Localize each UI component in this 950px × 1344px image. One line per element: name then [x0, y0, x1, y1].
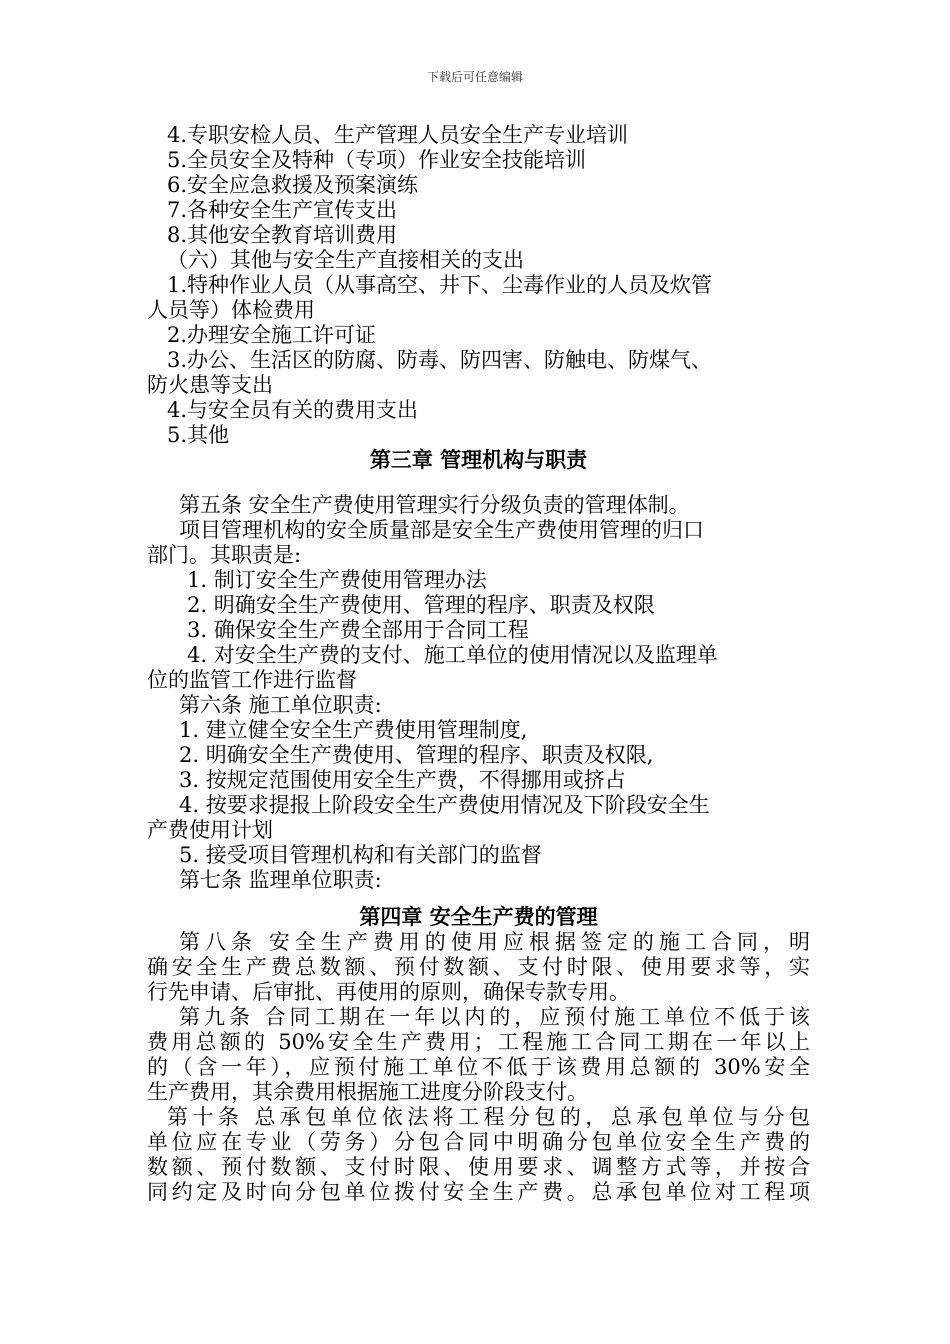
- list-item: 3.办公、生活区的防腐、防毒、防四害、防触电、防煤气、: [167, 348, 713, 372]
- article-10-line: 同约定及时向分包单位拨付安全生产费。总承包单位对工程项: [147, 1180, 810, 1204]
- chapter-3-title: 第三章 管理机构与职责: [369, 448, 588, 472]
- duty-item: 2. 明确安全生产费使用、管理的程序、职责及权限: [187, 593, 655, 617]
- list-item: 1.特种作业人员（从事高空、井下、尘毒作业的人员及炊管: [167, 273, 713, 297]
- article-8-line: 第八条 安全生产费用的使用应根据签定的施工合同，明: [179, 930, 810, 954]
- chapter-4-title: 第四章 安全生产费的管理: [359, 905, 598, 929]
- article-10-line: 第十条 总承包单位依法将工程分包的，总承包单位与分包: [167, 1105, 810, 1129]
- list-item: 7.各种安全生产宣传支出: [167, 198, 398, 222]
- list-item: 5.全员安全及特种（专项）作业安全技能培训: [167, 148, 587, 172]
- article-9-line: 第九条 合同工期在一年以内的，应预付施工单位不低于该: [179, 1005, 810, 1029]
- document-body: [147, 123, 810, 1205]
- article-6: 第六条 施工单位职责:: [179, 693, 382, 717]
- contractor-item: 5. 接受项目管理机构和有关部门的监督: [179, 843, 542, 867]
- article-10-line: 单位应在专业（劳务）分包合同中明确分包单位安全生产费的: [147, 1130, 810, 1154]
- contractor-item: 3. 按规定范围使用安全生产费，不得挪用或挤占: [179, 768, 626, 792]
- article-9-line: 的（含一年），应预付施工单位不低于该费用总额的 30%安全: [147, 1055, 810, 1079]
- duty-item: 1. 制订安全生产费使用管理办法: [187, 568, 487, 592]
- header-note: 下载后可任意编辑: [426, 70, 523, 84]
- article-9-line: 费用总额的 50%安全生产费用；工程施工合同工期在一年以上: [147, 1030, 810, 1054]
- duty-item-continuation: 位的监管工作进行监督: [147, 668, 357, 692]
- article-8-line: 确安全生产费总数额、预付数额、支付时限、使用要求等，实: [147, 955, 810, 979]
- list-item: 2.办理安全施工许可证: [167, 323, 377, 347]
- list-item: 6.安全应急救援及预案演练: [167, 173, 419, 197]
- contractor-item: 4. 按要求提报上阶段安全生产费使用情况及下阶段安全生: [179, 793, 710, 817]
- article-7: 第七条 监理单位职责:: [179, 868, 382, 892]
- article-10-line: 数额、预付数额、支付时限、使用要求、调整方式等，并按合: [147, 1155, 810, 1179]
- list-item: 4.与安全员有关的费用支出: [167, 398, 419, 422]
- subsection-title: （六）其他与安全生产直接相关的支出: [167, 248, 524, 272]
- contractor-item-continuation: 产费使用计划: [147, 818, 273, 842]
- list-item: 8.其他安全教育培训费用: [167, 223, 398, 247]
- list-item-continuation: 防火患等支出: [147, 373, 273, 397]
- article-8-line: 行先申请、后审批、再使用的原则，确保专款专用。: [147, 980, 630, 1004]
- article-9-line: 生产费用，其余费用根据施工进度分阶段支付。: [147, 1080, 588, 1104]
- paragraph-line: 部门。其职责是:: [147, 543, 302, 567]
- contractor-item: 1. 建立健全安全生产费使用管理制度,: [179, 718, 528, 742]
- paragraph-line: 项目管理机构的安全质量部是安全生产费使用管理的归口: [179, 518, 704, 542]
- article-5: 第五条 安全生产费使用管理实行分级负责的管理体制。: [179, 493, 690, 517]
- list-item-continuation: 人员等）体检费用: [147, 298, 315, 322]
- list-item: 5.其他: [167, 423, 230, 447]
- duty-item: 4. 对安全生产费的支付、施工单位的使用情况以及监理单: [187, 643, 718, 667]
- list-item: 4.专职安检人员、生产管理人员安全生产专业培训: [167, 123, 629, 147]
- duty-item: 3. 确保安全生产费全部用于合同工程: [187, 618, 529, 642]
- contractor-item: 2. 明确安全生产费使用、管理的程序、职责及权限,: [179, 743, 654, 767]
